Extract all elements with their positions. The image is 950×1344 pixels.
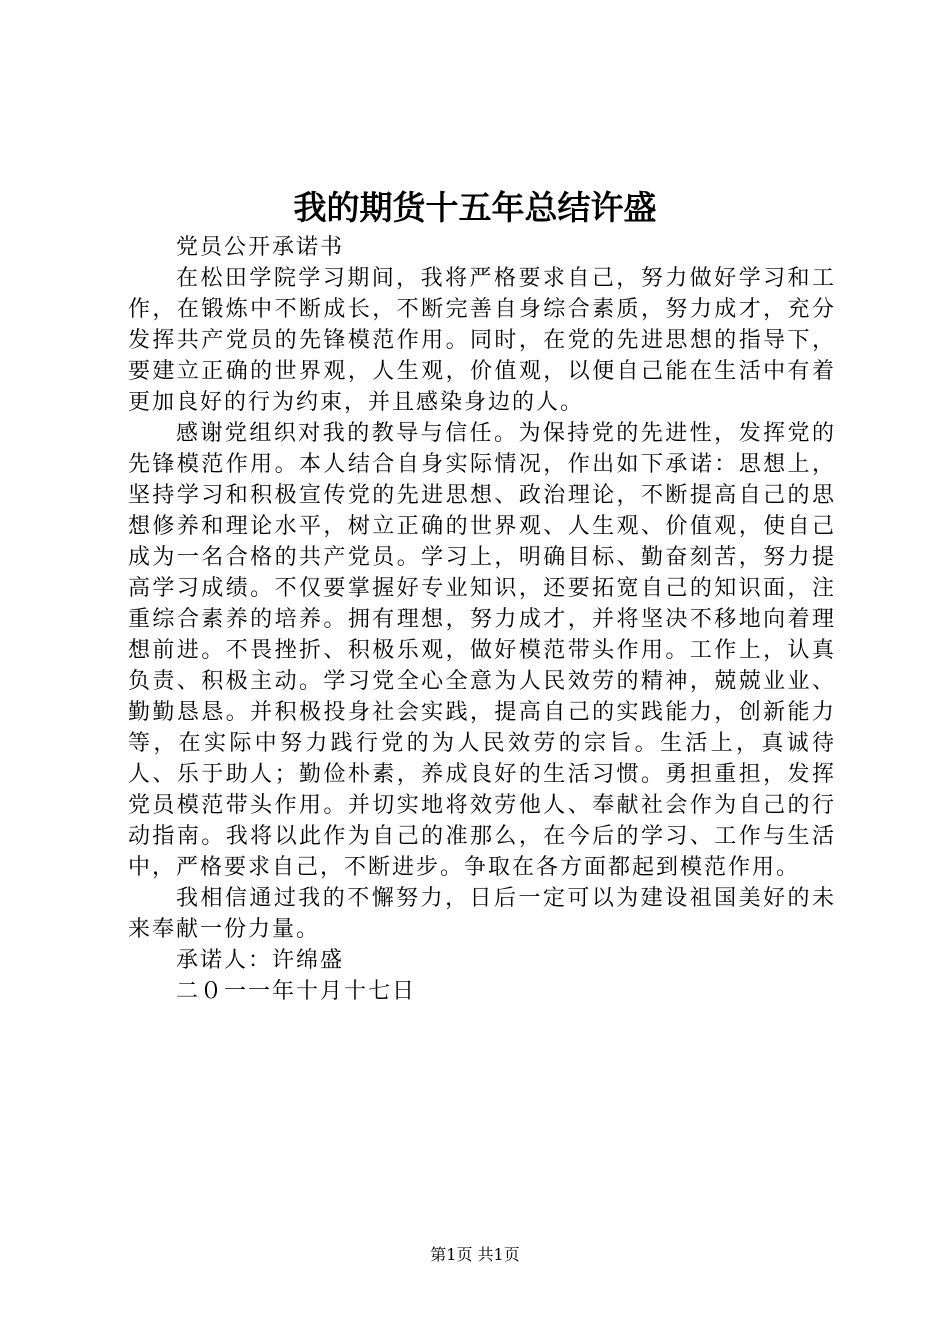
body-paragraph: 在松田学院学习期间，我将严格要求自己，努力做好学习和工作，在锻炼中不断成长，不断完善自身综合素质，努力成才，充分发挥共产党员的先锋模范作用。同时，在党的先进思想的指导下，要建立正确的世界观，人生观，价值观，以便自己能在生活中有着更加良好的行为约束，并且感染身边的人。 [128,266,836,415]
body-paragraph: 我相信通过我的不懈努力，日后一定可以为建设祖国美好的未来奉献一份力量。 [128,886,836,942]
date-line: 二０一一年十月十七日 [176,979,417,1004]
document-title: 我的期货十五年总结许盛 [293,188,657,227]
signature-line: 承诺人：许绵盛 [176,948,345,973]
body-paragraph: 感谢党组织对我的教导与信任。为保持党的先进性，发挥党的先锋模范作用。本人结合自身实际情况，作出如下承诺：思想上，坚持学习和积极宣传党的先进思想、政治理论，不断提高自己的思想修养和理论水平，树立正确的世界观、人生观、价值观，使自己成为一名合格的共产党员。学习上，明确目标、勤奋刻苦，努力提高学习成绩。不仅要掌握好专业知识，还要拓宽自己的知识面，注重综合素养的培养。拥有理想，努力成才，并将坚决不移地向着理想前进。不畏挫折、积极乐观，做好模范带头作用。工作上，认真负责、积极主动。学习党全心全意为人民效劳的精神，兢兢业业、勤勤恳恳。并积极投身社会实践，提高自己的实践能力，创新能力等，在实际中努力践行党的为人民效劳的宗旨。生活上，真诚待人、乐于助人；勤俭朴素，养成良好的生活习惯。勇担重担，发挥党员模范带头作用。并切实地将效劳他人、奉献社会作为自己的行动指南。我将以此作为自己的准那么，在今后的学习、工作与生活中，严格要求自己，不断进步。争取在各方面都起到模范作用。 [128,421,836,880]
document-body [128,232,836,1007]
page-footer: 第1页 共1页 [430,1245,520,1264]
heading-paragraph: 党员公开承诺书 [176,235,345,260]
